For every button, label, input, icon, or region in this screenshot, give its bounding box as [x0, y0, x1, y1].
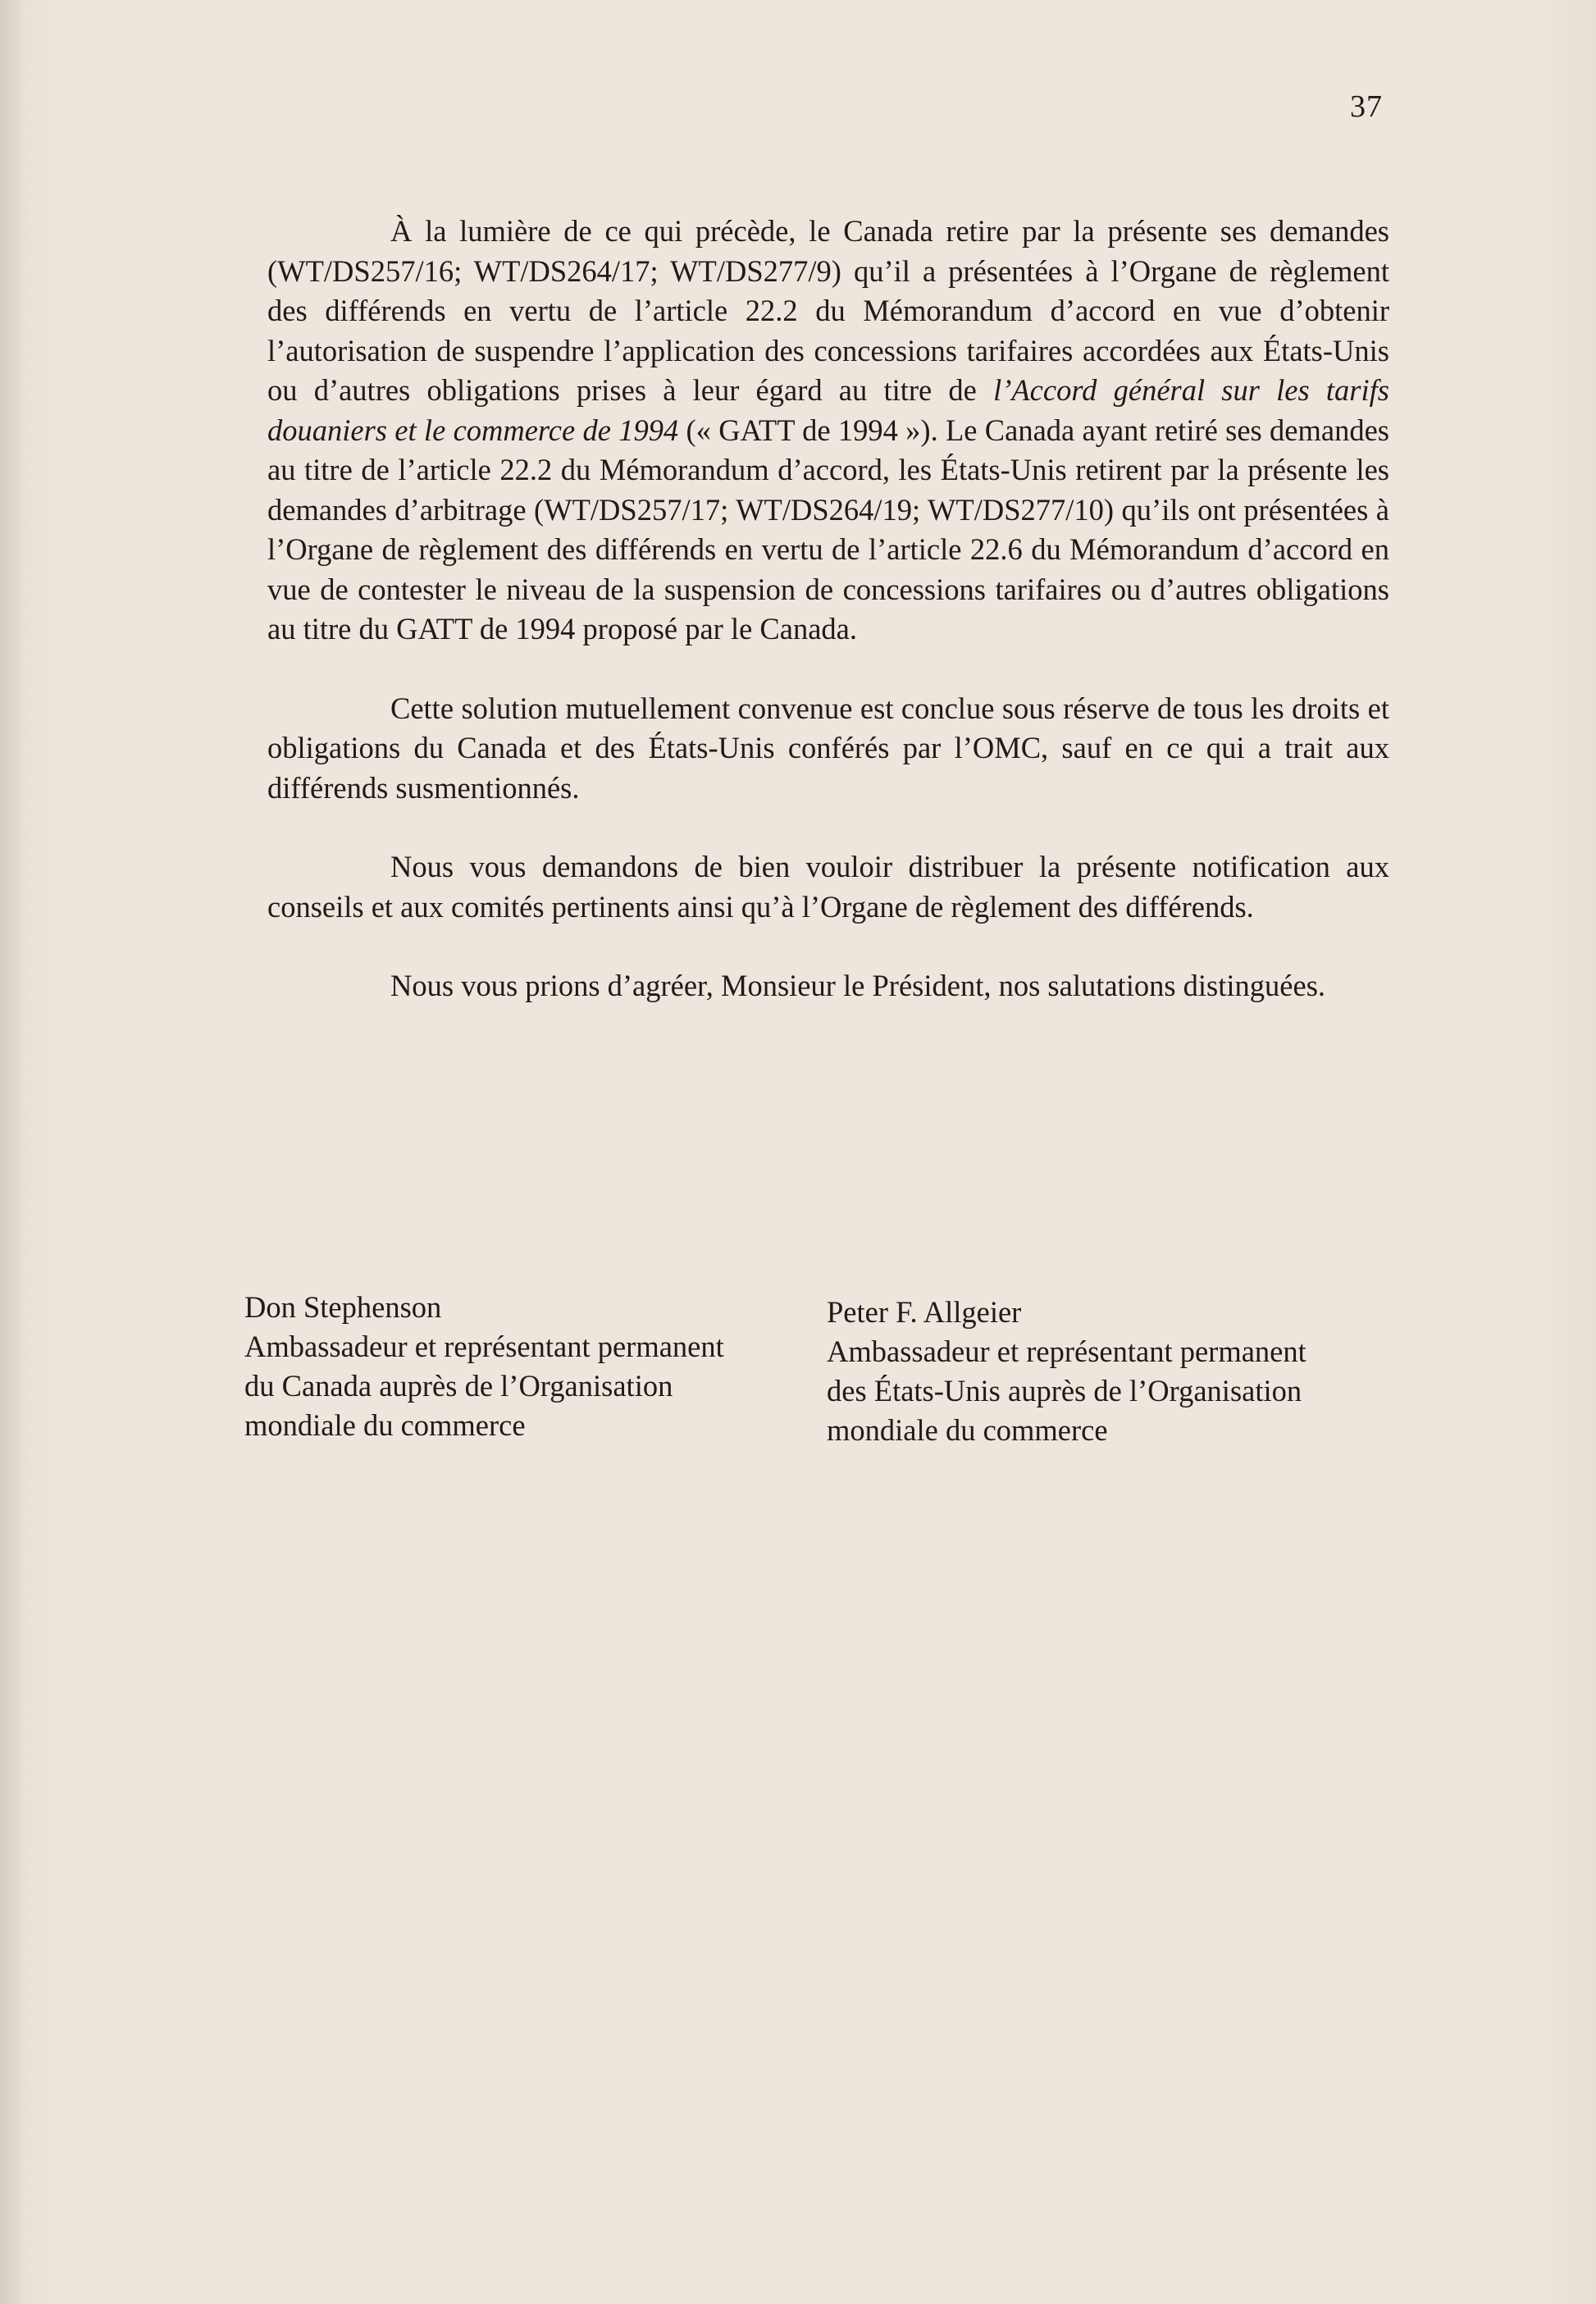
- signatory-name: Peter F. Allgeier: [827, 1295, 1022, 1329]
- paragraph-closing: Nous vous prions d’agréer, Monsieur le Président, nos salutations distinguées.: [390, 969, 1326, 1002]
- signatory-title-line: Ambassadeur et représentant permanent: [827, 1334, 1306, 1368]
- paragraph-distribution-request: Nous vous demandons de bien vouloir distribuer la présente notification aux conseils et aux comités pertinents ainsi qu’à l’Organe de règlement des différends.: [267, 850, 1389, 924]
- page-binding-edge: [0, 0, 25, 2304]
- signature-canada: [244, 1288, 819, 1445]
- signatory-title-line: Ambassadeur et représentant permanent: [244, 1330, 724, 1363]
- signatory-title-line: des États-Unis auprès de l’Organisation: [827, 1374, 1302, 1407]
- signatory-title-line: mondiale du commerce: [827, 1413, 1108, 1447]
- page-number: 37: [1350, 89, 1383, 124]
- letter-body: [267, 212, 1389, 1046]
- paragraph-withdrawal-text-2: (« GATT de 1994 »). Le Canada ayant retiré ses demandes au titre de l’article 22.2 du Mémorandum d’accord, les États-Unis retirent par la présente les demandes d’arbitrage (WT/DS257/17; WT/DS264/19; WT/DS277/10) qu’ils ont présentées à l’Organe de règlement des différends en vertu de l’article 22.6 du Mémorandum d’accord en vue de contester le niveau de la suspension de concessions tarifaires ou d’autres obligations au titre du GATT de 1994 proposé par le Canada.: [267, 413, 1389, 646]
- paragraph-withdrawal: [267, 212, 1389, 650]
- signatory-name: Don Stephenson: [244, 1290, 442, 1324]
- signatory-title-line: du Canada auprès de l’Organisation: [244, 1369, 673, 1403]
- paragraph-withdrawal-text-1: À la lumière de ce qui précède, le Canada retire par la présente ses demandes (WT/DS257/16; WT/DS264/17; WT/DS277/9) qu’il a présentées à l’Organe de règlement des différends en vertu de l’article 22.2 du Mémorandum d’accord en vue d’obtenir l’autorisation de suspendre l’application des concessions tarifaires accordées aux États-Unis ou d’autres obligations prises à leur égard au titre de: [267, 214, 1389, 407]
- agreement-title: l’Accord général sur les tarifs douaniers et le commerce de 1994: [267, 373, 1389, 447]
- signature-united-states: [827, 1293, 1401, 1450]
- paragraph-reservation: Cette solution mutuellement convenue est conclue sous réserve de tous les droits et obligations du Canada et des États-Unis conférés par l’OMC, sauf en ce qui a trait aux différends susmentionnés.: [267, 691, 1389, 805]
- signatory-title-line: mondiale du commerce: [244, 1408, 526, 1442]
